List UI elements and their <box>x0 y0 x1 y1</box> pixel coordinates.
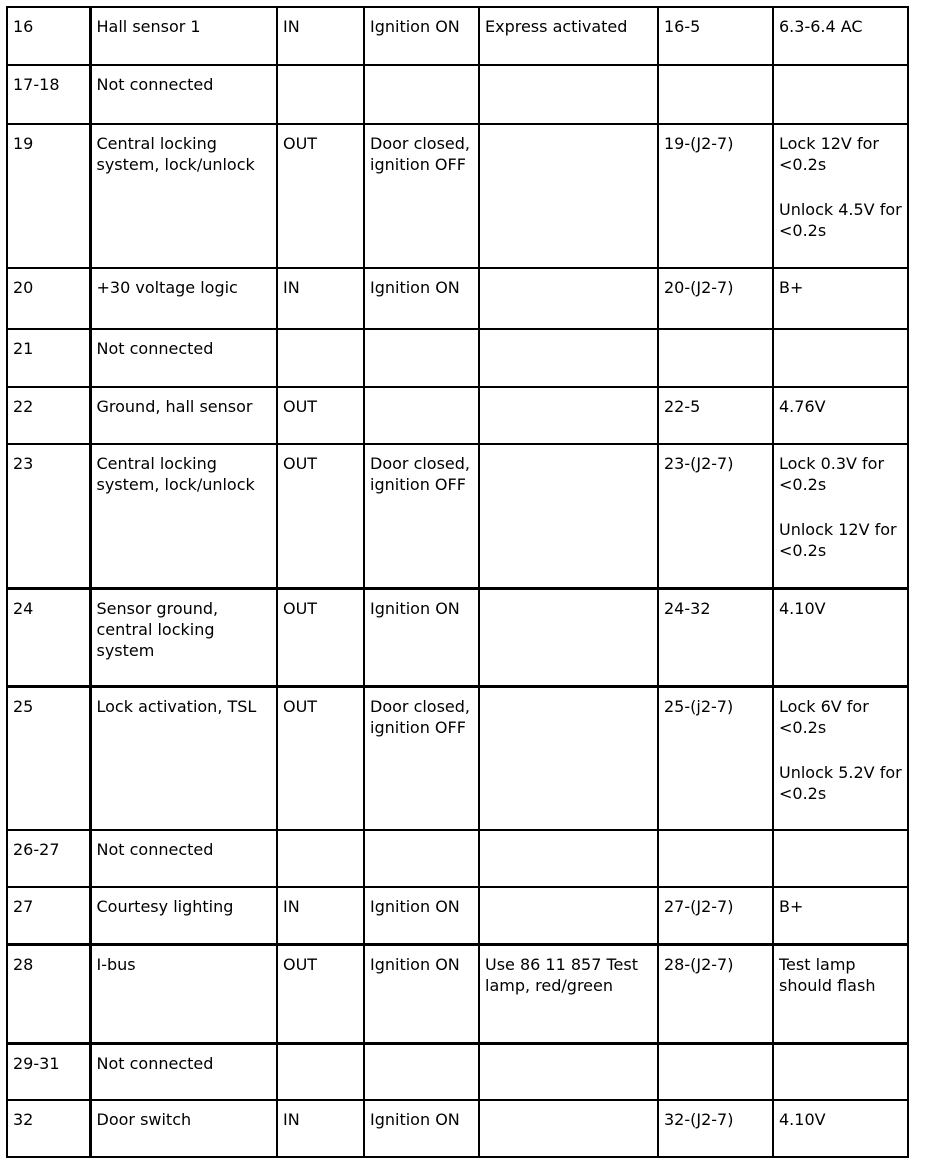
measure-cell <box>658 1043 773 1100</box>
pin-cell: 17-18 <box>7 65 90 124</box>
notes-cell <box>479 268 658 329</box>
value-cell <box>773 387 908 444</box>
condition-cell <box>364 387 479 444</box>
measure-cell <box>658 65 773 124</box>
table-row <box>7 268 908 329</box>
notes-cell <box>479 65 658 124</box>
notes-cell <box>479 887 658 944</box>
pin-cell: 20 <box>7 268 90 329</box>
direction-cell: OUT <box>277 686 364 830</box>
description-cell: Not connected <box>90 830 277 887</box>
measure-cell: 25-(j2-7) <box>658 686 773 830</box>
table-row <box>7 686 908 830</box>
measure-cell: 27-(J2-7) <box>658 887 773 944</box>
value-cell <box>773 588 908 686</box>
pin-cell: 25 <box>7 686 90 830</box>
description-cell: Hall sensor 1 <box>90 7 277 65</box>
table-row <box>7 830 908 887</box>
measure-cell: 28-(J2-7) <box>658 944 773 1043</box>
value-text: Lock 6V for <0.2s <box>779 696 869 737</box>
direction-cell: OUT <box>277 387 364 444</box>
condition-cell <box>364 65 479 124</box>
condition-cell <box>364 830 479 887</box>
measure-cell <box>658 830 773 887</box>
value-text: 4.10V <box>779 1110 826 1129</box>
description-cell: Lock activation, TSL <box>90 686 277 830</box>
condition-cell: Ignition ON <box>364 1100 479 1157</box>
value-cell <box>773 1043 908 1100</box>
table-row <box>7 588 908 686</box>
value-text: Unlock 5.2V for <0.2s <box>779 762 902 803</box>
notes-cell: Use 86 11 857 Test lamp, red/green <box>479 944 658 1043</box>
condition-cell: Ignition ON <box>364 7 479 65</box>
table-row <box>7 124 908 268</box>
measure-cell: 19-(J2-7) <box>658 124 773 268</box>
description-cell: Door switch <box>90 1100 277 1157</box>
direction-cell <box>277 329 364 387</box>
notes-cell <box>479 124 658 268</box>
value-cell <box>773 124 908 268</box>
table-row <box>7 887 908 944</box>
condition-cell: Door closed, ignition OFF <box>364 686 479 830</box>
condition-cell: Door closed, ignition OFF <box>364 124 479 268</box>
direction-cell: OUT <box>277 588 364 686</box>
value-text: Lock 0.3V for <0.2s <box>779 454 885 494</box>
table-row <box>7 444 908 588</box>
value-cell <box>773 268 908 329</box>
condition-cell: Ignition ON <box>364 588 479 686</box>
description-cell: Not connected <box>90 1043 277 1100</box>
measure-cell: 23-(J2-7) <box>658 444 773 588</box>
value-text: 6.3-6.4 AC <box>779 17 863 36</box>
pin-assignment-table <box>6 6 909 1158</box>
measure-cell: 20-(J2-7) <box>658 268 773 329</box>
notes-cell <box>479 1100 658 1157</box>
condition-cell: Ignition ON <box>364 268 479 329</box>
value-cell <box>773 887 908 944</box>
pin-cell: 26-27 <box>7 830 90 887</box>
value-cell <box>773 1100 908 1157</box>
value-cell <box>773 686 908 830</box>
direction-cell: IN <box>277 7 364 65</box>
notes-cell <box>479 387 658 444</box>
pin-cell: 16 <box>7 7 90 65</box>
value-text: Unlock 12V for <0.2s <box>779 520 897 560</box>
direction-cell: IN <box>277 268 364 329</box>
measure-cell: 24-32 <box>658 588 773 686</box>
direction-cell <box>277 1043 364 1100</box>
measure-cell: 22-5 <box>658 387 773 444</box>
notes-cell <box>479 830 658 887</box>
pin-cell: 32 <box>7 1100 90 1157</box>
description-cell: Sensor ground, central locking system <box>90 588 277 686</box>
value-cell <box>773 944 908 1043</box>
value-text: 4.76V <box>779 397 826 416</box>
table-body <box>7 7 908 1157</box>
pin-cell: 19 <box>7 124 90 268</box>
description-cell: Central locking system, lock/unlock <box>90 444 277 588</box>
value-text: B+ <box>779 897 804 916</box>
condition-cell: Ignition ON <box>364 944 479 1043</box>
description-cell: I-bus <box>90 944 277 1043</box>
value-cell <box>773 329 908 387</box>
description-cell: Central locking system, lock/unlock <box>90 124 277 268</box>
condition-cell <box>364 1043 479 1100</box>
notes-cell <box>479 1043 658 1100</box>
table-row <box>7 65 908 124</box>
table-row <box>7 7 908 65</box>
pin-cell: 24 <box>7 588 90 686</box>
value-cell <box>773 444 908 588</box>
notes-cell <box>479 329 658 387</box>
pin-cell: 23 <box>7 444 90 588</box>
table-row <box>7 329 908 387</box>
pin-cell: 28 <box>7 944 90 1043</box>
pin-cell: 22 <box>7 387 90 444</box>
table-row <box>7 944 908 1043</box>
measure-cell: 16-5 <box>658 7 773 65</box>
description-cell: Ground, hall sensor <box>90 387 277 444</box>
value-text: Test lamp should flash <box>779 954 876 995</box>
notes-cell <box>479 444 658 588</box>
value-cell <box>773 65 908 124</box>
direction-cell: IN <box>277 1100 364 1157</box>
direction-cell <box>277 830 364 887</box>
description-cell: Not connected <box>90 65 277 124</box>
measure-cell <box>658 329 773 387</box>
value-text: B+ <box>779 278 804 297</box>
table-row <box>7 387 908 444</box>
notes-cell <box>479 588 658 686</box>
notes-cell: Express activated <box>479 7 658 65</box>
direction-cell: OUT <box>277 444 364 588</box>
value-cell <box>773 830 908 887</box>
description-cell: Courtesy lighting <box>90 887 277 944</box>
notes-cell <box>479 686 658 830</box>
value-text: Unlock 4.5V for <0.2s <box>779 200 902 240</box>
description-cell: Not connected <box>90 329 277 387</box>
value-text: Lock 12V for <0.2s <box>779 134 879 174</box>
pin-cell: 21 <box>7 329 90 387</box>
value-cell <box>773 7 908 65</box>
pin-cell: 27 <box>7 887 90 944</box>
measure-cell: 32-(J2-7) <box>658 1100 773 1157</box>
condition-cell: Door closed, ignition OFF <box>364 444 479 588</box>
description-cell: +30 voltage logic <box>90 268 277 329</box>
direction-cell: IN <box>277 887 364 944</box>
direction-cell: OUT <box>277 944 364 1043</box>
condition-cell <box>364 329 479 387</box>
condition-cell: Ignition ON <box>364 887 479 944</box>
table-row <box>7 1100 908 1157</box>
direction-cell <box>277 65 364 124</box>
pin-cell: 29-31 <box>7 1043 90 1100</box>
direction-cell: OUT <box>277 124 364 268</box>
value-text: 4.10V <box>779 598 826 618</box>
table-row <box>7 1043 908 1100</box>
